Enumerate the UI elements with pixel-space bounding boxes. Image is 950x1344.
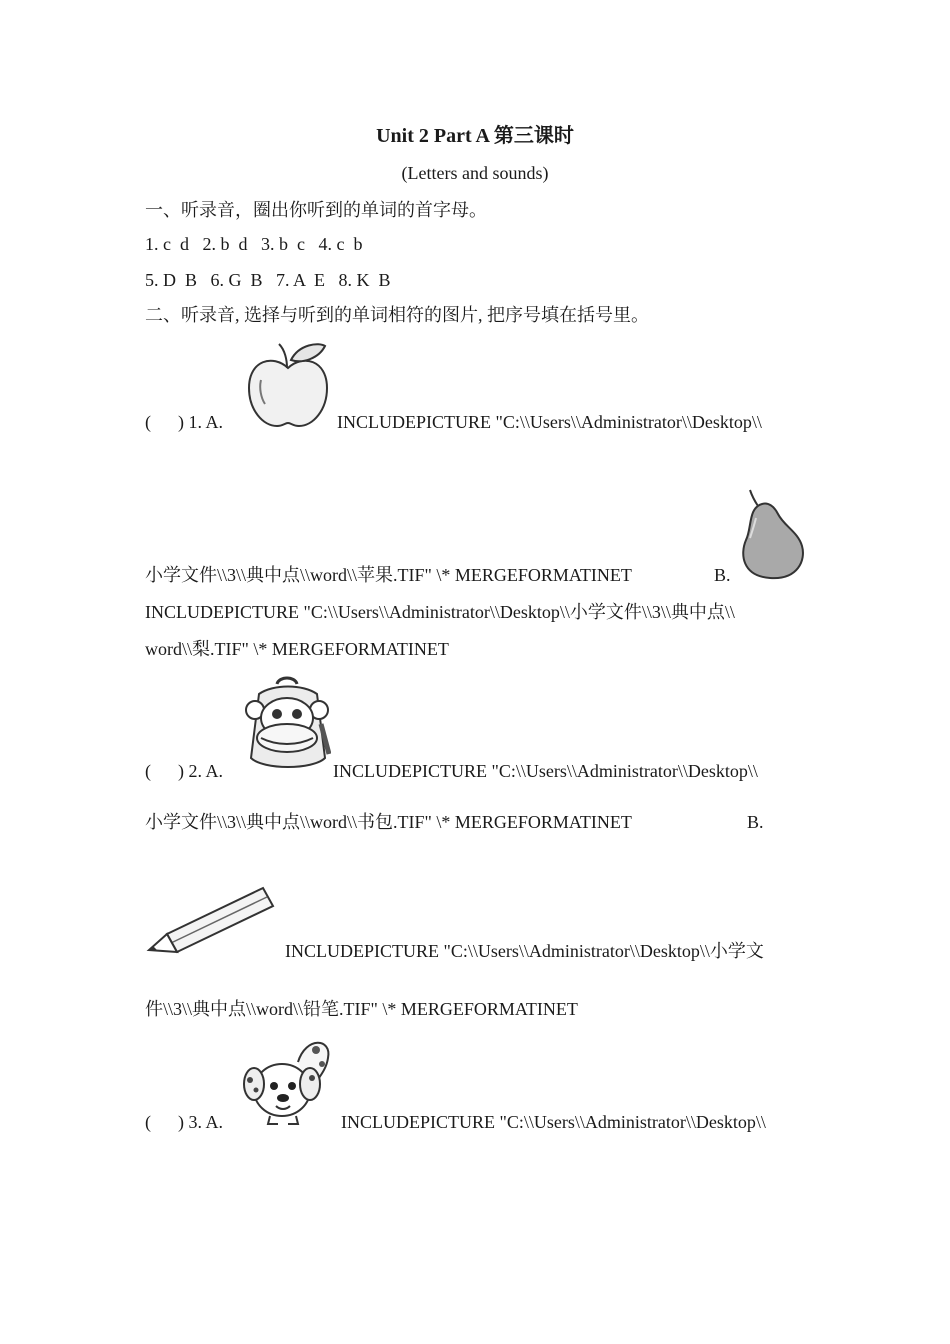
section2-heading: 二、听录音, 选择与听到的单词相符的图片, 把序号填在括号里。 <box>145 305 649 325</box>
pear-image <box>738 488 806 580</box>
q2-a-include-line1: INCLUDEPICTURE "C:\\Users\\Administrator\\Desktop\\ <box>333 761 758 781</box>
q1-prefix: ( ) 1. A. <box>145 412 223 432</box>
q1-a-include-line2: 小学文件\\3\\典中点\\word\\苹果.TIF" \* MERGEFORMATINET <box>145 565 632 585</box>
q3-prefix: ( ) 3. A. <box>145 1112 223 1132</box>
q2-b-include-line2: 件\\3\\典中点\\word\\铅笔.TIF" \* MERGEFORMATINET <box>145 999 578 1019</box>
page-subtitle: (Letters and sounds) <box>401 163 549 183</box>
section1-row1: 1. c d 2. b d 3. b c 4. c b <box>145 234 363 254</box>
q1-b-include-line1: INCLUDEPICTURE "C:\\Users\\Administrator\\Desktop\\小学文件\\3\\典中点\\ <box>145 602 735 622</box>
q1-a-include-line1: INCLUDEPICTURE "C:\\Users\\Administrator\\Desktop\\ <box>337 412 762 432</box>
q2-prefix: ( ) 2. A. <box>145 761 223 781</box>
q3-a-include-line1: INCLUDEPICTURE "C:\\Users\\Administrator\\Desktop\\ <box>341 1112 766 1132</box>
section1-heading: 一、听录音，圈出你听到的单词的首字母。 <box>145 200 487 220</box>
apple-image <box>243 340 333 430</box>
q1-b-include-line2: word\\梨.TIF" \* MERGEFORMATINET <box>145 639 449 659</box>
q2-b-include-line1: INCLUDEPICTURE "C:\\Users\\Administrator\\Desktop\\小学文 <box>285 941 764 961</box>
section1-row2: 5. D B 6. G B 7. A E 8. K B <box>145 270 391 290</box>
q2-b-label: B. <box>747 812 764 832</box>
q1-b-label: B. <box>714 565 731 585</box>
q2-a-include-line2: 小学文件\\3\\典中点\\word\\书包.TIF" \* MERGEFORMATINET <box>145 812 632 832</box>
dog-image <box>240 1032 334 1126</box>
schoolbag-image <box>243 674 331 774</box>
page-title: Unit 2 Part A 第三课时 <box>376 125 574 147</box>
pencil-image <box>145 884 277 956</box>
